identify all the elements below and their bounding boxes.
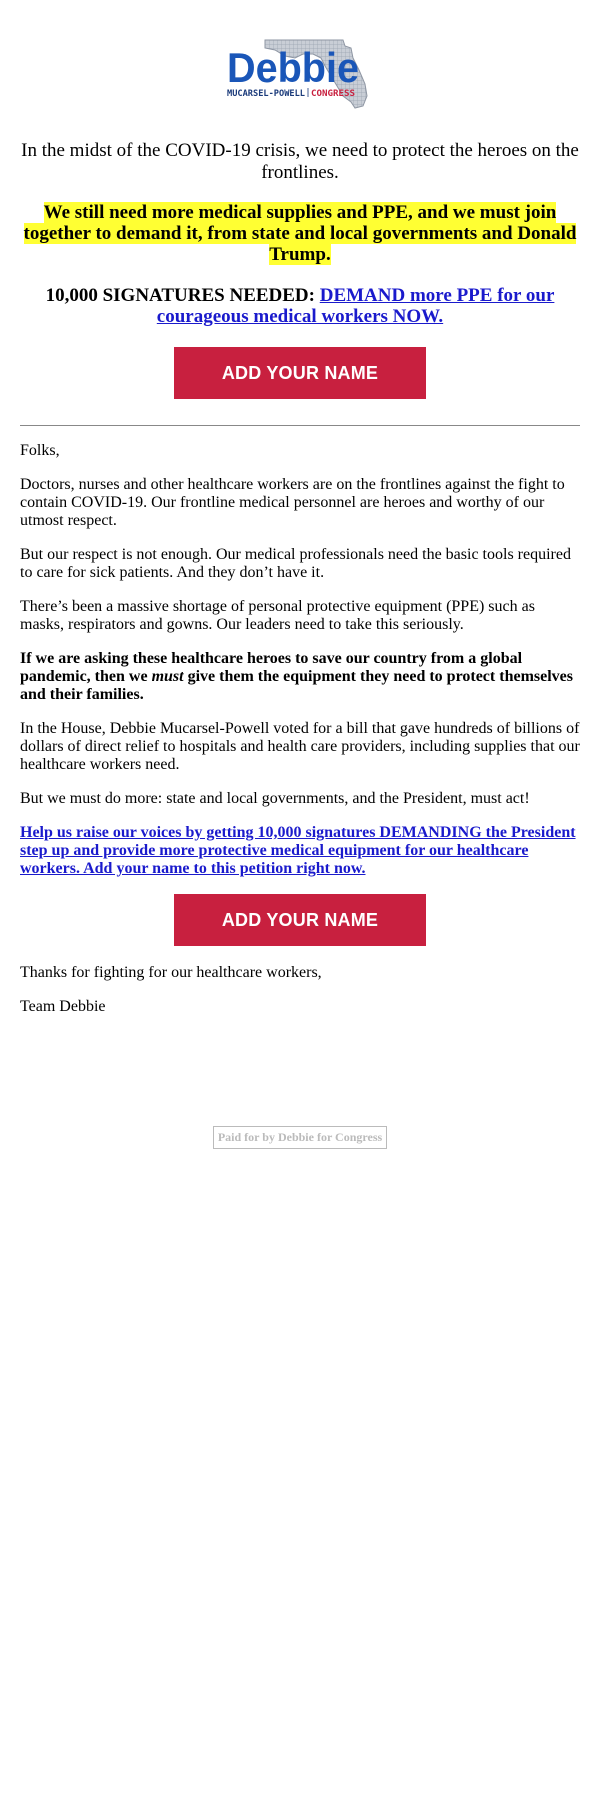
paragraph-equipment-a: If we are asking these healthcare heroes to save our country from a global pandemic, then we <box>20 650 523 685</box>
signoff: Team Debbie <box>20 998 106 1015</box>
paragraph-respect: But our respect is not enough. Our medical professionals need the basic tools required to care for sick patients. And they don’t have it. <box>20 546 571 581</box>
campaign-logo[interactable] <box>225 36 375 112</box>
paragraph-house-vote: In the House, Debbie Mucarsel-Powell voted for a bill that gave hundreds of billions of dollars of direct relief to hospitals and health care providers, including supplies that our healthcare workers need. <box>20 720 580 773</box>
logo-name-text: Debbie <box>227 44 359 91</box>
florida-map-logo-graphic <box>225 36 375 112</box>
highlight-text: We still need more medical supplies and PPE, and we must join together to demand it, from state and local governments and Donald Trump. <box>23 202 577 265</box>
petition-paragraph <box>20 824 580 878</box>
bottom-button-row <box>20 894 580 946</box>
intro-text: In the midst of the COVID-19 crisis, we need to protect the heroes on the frontlines. <box>21 140 579 183</box>
demand-ppe-link[interactable]: DEMAND more PPE for our courageous medical workers NOW. <box>156 285 555 327</box>
section-divider <box>20 425 580 426</box>
signatures-needed-line <box>20 285 580 327</box>
add-your-name-button-bottom[interactable]: ADD YOUR NAME <box>174 894 426 946</box>
petition-link[interactable]: Help us raise our voices by getting 10,000 signatures DEMANDING the President step up and provide more protective medical equipment for our healthcare workers. Add your name to this petition right now. <box>20 824 576 877</box>
signatures-prefix: 10,000 SIGNATURES NEEDED: <box>45 285 320 306</box>
greeting: Folks, <box>20 442 60 459</box>
highlight-paragraph <box>20 202 580 265</box>
footer <box>20 1126 580 1149</box>
closing-line: Thanks for fighting for our healthcare workers, <box>20 964 322 981</box>
add-your-name-button-top[interactable]: ADD YOUR NAME <box>174 347 426 399</box>
top-button-row <box>20 347 580 399</box>
paragraph-equipment <box>20 650 580 704</box>
logo-subtitle-left: MUCARSEL-POWELL <box>227 89 305 99</box>
paragraph-equipment-b: give them the equipment they need to protect themselves and their families. <box>20 668 573 703</box>
logo-subtitle-right: CONGRESS <box>311 89 355 99</box>
paragraph-frontlines: Doctors, nurses and other healthcare workers are on the frontlines against the fight to contain COVID-19. Our frontline medical personnel are heroes and worthy of our utmost respect. <box>20 476 565 529</box>
paragraph-do-more: But we must do more: state and local governments, and the President, must act! <box>20 790 530 807</box>
email-container <box>20 0 580 1149</box>
paid-for-disclaimer: Paid for by Debbie for Congress <box>213 1126 387 1149</box>
paragraph-shortage: There’s been a massive shortage of personal protective equipment (PPE) such as masks, respirators and gowns. Our leaders need to take this seriously. <box>20 598 535 633</box>
paragraph-equipment-emphasis: must <box>151 668 184 685</box>
